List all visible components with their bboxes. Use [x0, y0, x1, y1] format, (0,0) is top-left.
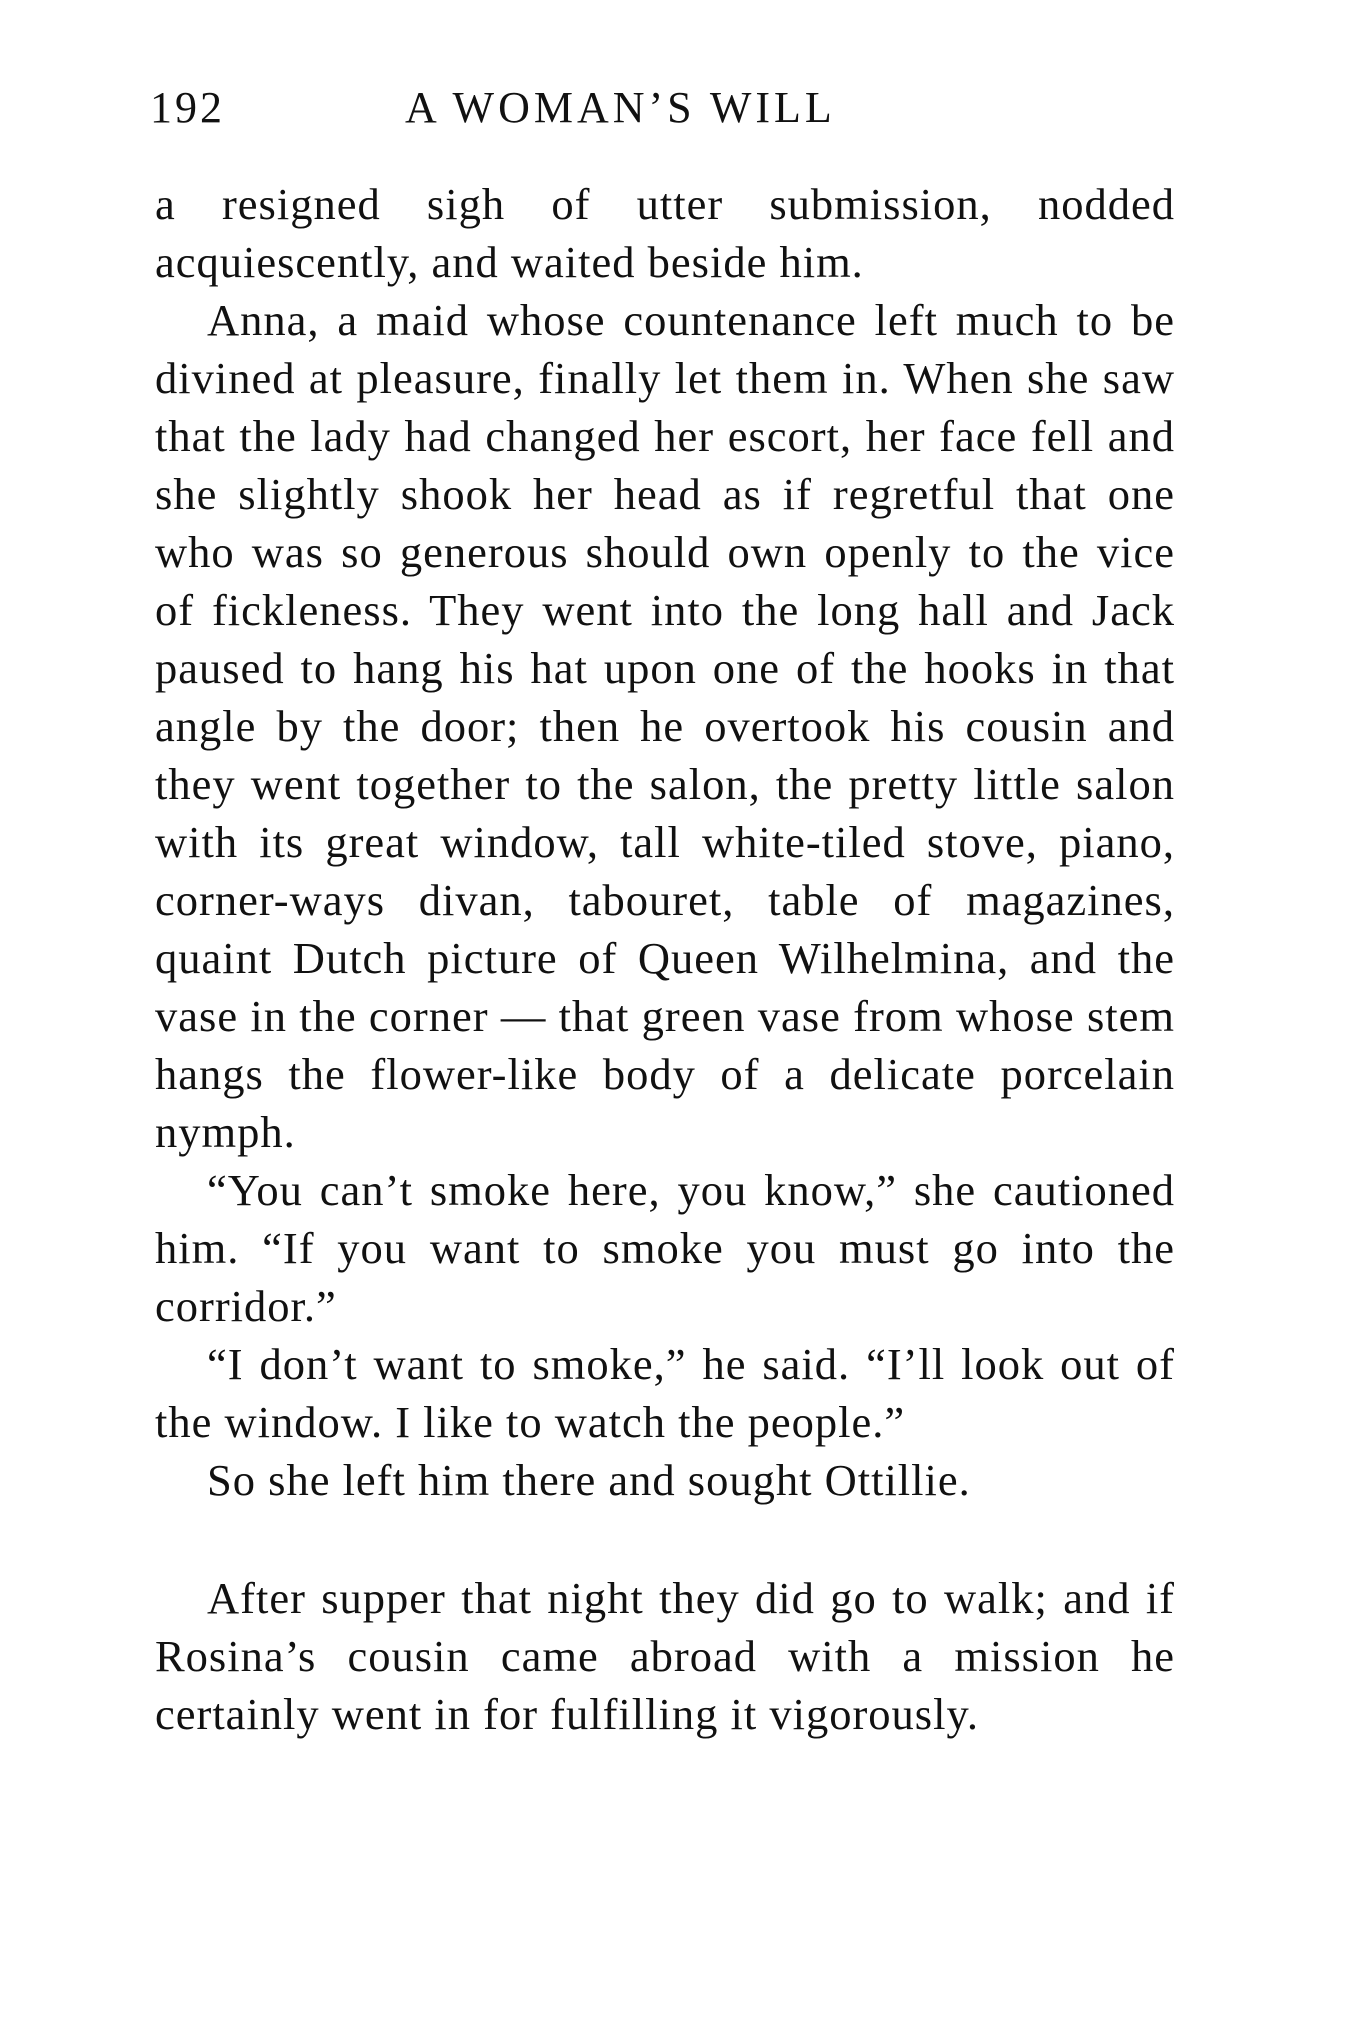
body-text [155, 175, 1175, 1743]
paragraph-window: “I don’t want to smoke,” he said. “I’ll look out of the window. I like to watch the people.” [155, 1339, 1175, 1447]
paragraph-continuation: a resigned sigh of utter submission, nodded acquiescently, and waited beside him. [155, 179, 1175, 287]
paragraph-after-supper: After supper that night they did go to walk; and if Rosina’s cousin came abroad with a mission he certainly went in for fulfilling it vigorously. [155, 1573, 1175, 1739]
paragraph-anna: Anna, a maid whose countenance left much to be divined at pleasure, finally let them in. When she saw that the lady had changed her escort, her face fell and she slightly shook her head as if regretful that one who was so generous should own openly to the vice of fickleness. They went into the long hall and Jack paused to hang his hat upon one of the hooks in that angle by the door; then he overtook his cousin and they went together to the salon, the pretty little salon with its great window, tall white-tiled stove, piano, corner-ways divan, tabouret, table of magazines, quaint Dutch picture of Queen Wilhelmina, and the vase in the corner — that green vase from whose stem hangs the flower-like body of a delicate porcelain nymph. [155, 295, 1175, 1157]
paragraph-ottillie: So she left him there and sought Ottillie. [207, 1455, 971, 1505]
running-title: A WOMAN’S WILL [405, 83, 836, 132]
page-header [150, 82, 930, 142]
page-number: 192 [150, 83, 225, 132]
section-break [155, 1509, 1175, 1569]
paragraph-smoke-caution: “You can’t smoke here, you know,” she cautioned him. “If you want to smoke you must go into the corridor.” [155, 1165, 1175, 1331]
